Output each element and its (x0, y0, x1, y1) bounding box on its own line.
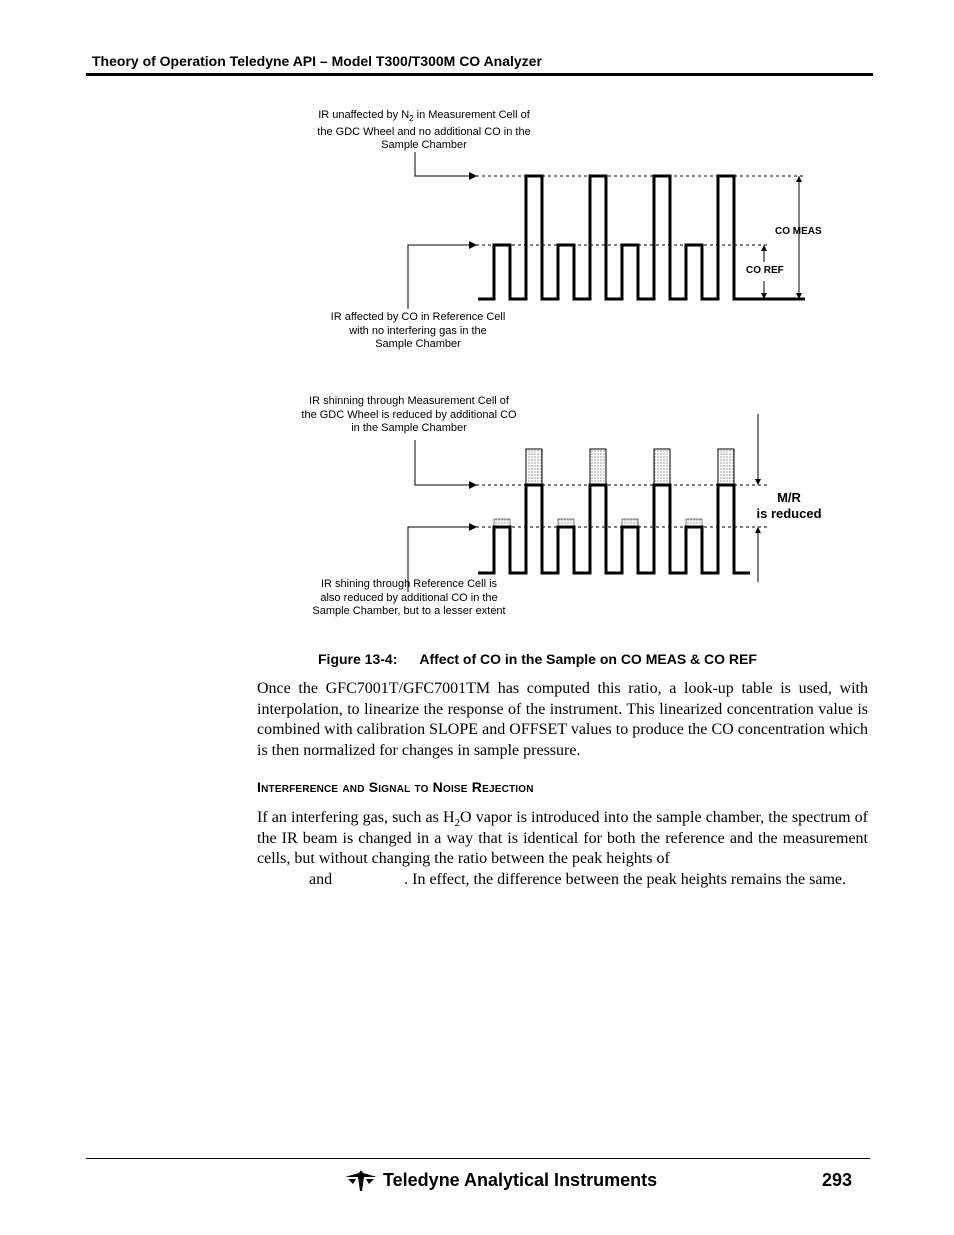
lower-waveform (408, 414, 770, 592)
upper-bottom-label: IR affected by CO in Reference Cell with no interfering gas in the Sample Chamber (330, 311, 506, 350)
mr-reduced-label: M/R is reduced (756, 490, 822, 521)
paragraph-lookup-table: Once the GFC7001T/GFC7001TM has computed this ratio, a look-up table is used, with interpolation, to linearize the response of the instrument. This linearized concentration value is combined with calibration SLOPE and OFFSET values to produce the CO concentration which is then normalized for changes in sample pressure. (257, 680, 868, 759)
co-ref-label: CO REF (746, 265, 784, 276)
page-header-title: Theory of Operation Teledyne API – Model T300/T300M CO Analyzer (92, 53, 542, 69)
upper-top-callout (415, 152, 476, 176)
lower-top-callout (415, 440, 476, 485)
paragraph-interference: If an interfering gas, such as $H_2O$ vapor is introduced into the sample chamber, the spectrum of the IR beam is changed in a way that is identical for both the reference and the measurement cells, but without changing the ratio between the peak heights of and . In effect, the difference between the peak heights remains the same. (257, 809, 868, 888)
co-meas-label: CO MEAS (775, 226, 822, 237)
lower-top-label: IR shinning through Measurement Cell of the GDC Wheel is reduced by additional CO in the Sample Chamber (301, 395, 517, 434)
upper-signal-line (478, 176, 805, 299)
page-number: 293 (822, 1170, 853, 1190)
teledyne-logo-icon (344, 1170, 378, 1192)
figure-number: Figure 13-4: (318, 651, 398, 667)
lower-signal-line (478, 485, 750, 573)
upper-waveform (408, 152, 805, 309)
footer-divider (86, 1158, 870, 1159)
upper-top-label: IR unaffected by $N_2$ in Measurement Cell of the GDC Wheel and no additional CO in the Sample Chamber (317, 109, 531, 152)
upper-bottom-callout (408, 245, 476, 309)
footer-company: Teledyne Analytical Instruments (383, 1170, 658, 1190)
figure-title: Affect of CO in the Sample on CO MEAS & CO REF (419, 651, 757, 667)
figure-caption (318, 651, 757, 667)
lower-bottom-label: IR shining through Reference Cell is also reduced by additional CO in the Sample Chamber, but to a lesser extent (312, 578, 506, 617)
section-heading: Interference and Signal to Noise Rejection (257, 779, 534, 795)
